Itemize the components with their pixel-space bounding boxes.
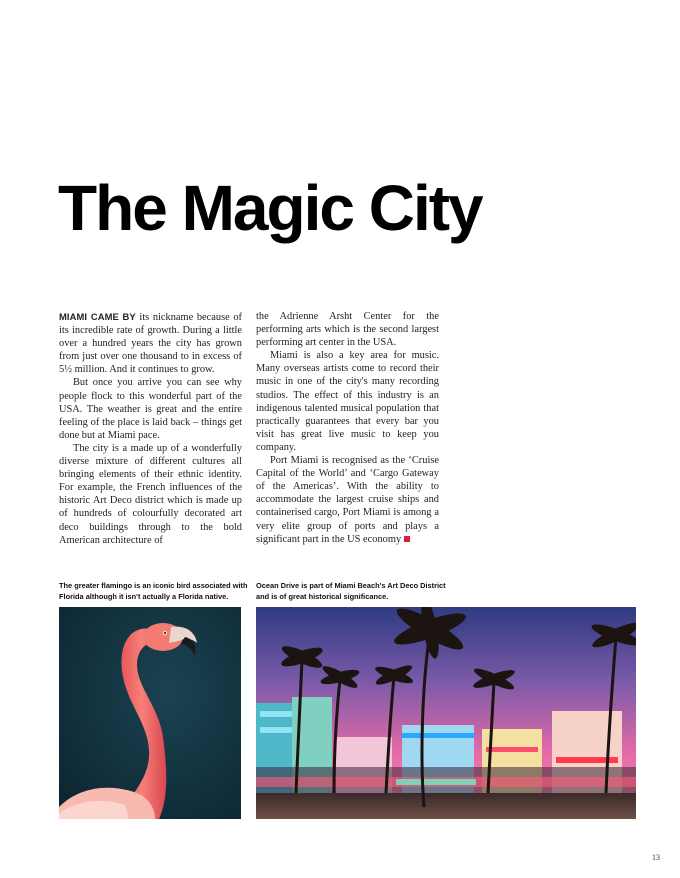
paragraph: Miami is also a key area for music. Many overseas artists come to record their music in one of the city's many recording studios. The effect of this industry is an indigenous talented musical population that practically guarantees that every bar you visit has great live music to keep you company.: [256, 350, 439, 453]
flamingo-photo: [59, 607, 241, 819]
ocean-drive-caption: Ocean Drive is part of Miami Beach's Art Deco District and is of great historical significance.: [256, 581, 446, 601]
paragraph-text: Port Miami is recognised as the ‘Cruise Capital of the World’ and ‘Cargo Gateway of the Americas’. With the ability to accommodate the largest cruise ships and containerised cargo, Port Miami is among a very elite group of ports and plays a significant part in the US economy: [256, 455, 439, 545]
lead-in: MIAMI CAME BY: [59, 311, 136, 322]
paragraph: The city is a made up of a wonderfully diverse mixture of different cultures all bringing elements of their ethnic identity. For example, the French influences of the historic Art Deco district which is made up of hundreds of colourfully decorated art deco buildings through to the bold American architecture of: [59, 442, 242, 546]
flamingo-illustration: [59, 607, 241, 819]
paragraph: [256, 454, 439, 546]
end-of-article-icon: [404, 536, 410, 542]
paragraph-text: its nickname because of its incredible rate of growth. During a little over a hundred years the city has grown from just over one thousand to in excess of 5½ million. And it continues to grow.: [59, 312, 243, 376]
page-title: The Magic City: [58, 172, 482, 244]
ocean-drive-illustration: [256, 607, 636, 819]
paragraph: But once you arrive you can see why people flock to this wonderful part of the USA. The weather is great and the entire feeling of the place is laid back – things get done but at Miami pace.: [59, 377, 242, 441]
article-column-1: [59, 310, 242, 547]
ocean-drive-photo: [256, 607, 636, 819]
page-number: 13: [652, 853, 660, 862]
article-column-2: [256, 310, 439, 546]
paragraph: the Adrienne Arsht Center for the performing arts which is the second largest performing art center in the USA.: [256, 311, 439, 349]
flamingo-caption: The greater flamingo is an iconic bird associated with Florida although it isn't actually a Florida native.: [59, 581, 248, 601]
paragraph: [59, 310, 242, 376]
